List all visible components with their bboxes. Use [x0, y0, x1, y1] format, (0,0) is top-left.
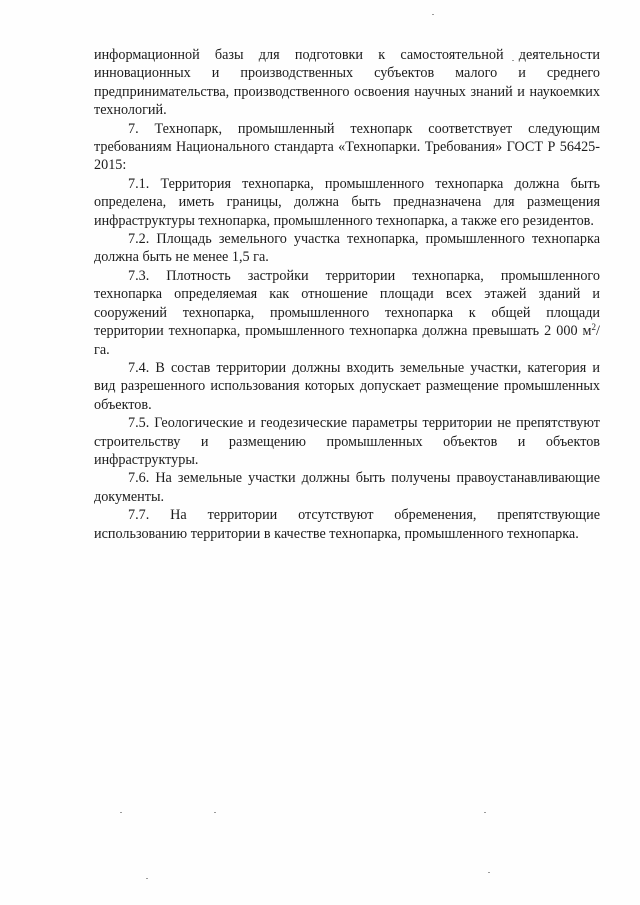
paragraph-clause-7-3 — [94, 267, 600, 359]
scan-speck — [146, 878, 148, 879]
paragraph-clause-7-4: 7.4. В состав территории должны входить земельные участки, категория и вид разрешенного использования которых допускает размещение промышленных объектов. — [94, 359, 600, 413]
square-superscript: 2 — [591, 322, 597, 333]
paragraph-clause-7-5: 7.5. Геологические и геодезические параметры территории не препятствуют строительству и размещению промышленных объектов и объектов инфраструктуры. — [94, 415, 600, 468]
scan-speck — [484, 812, 486, 813]
paragraph-clause-7-2: 7.2. Площадь земельного участка технопарка, промышленного технопарка должна быть не менее 1,5 га. — [94, 231, 600, 266]
scan-speck — [214, 812, 216, 813]
paragraph-clause-7: 7. Технопарк, промышленный технопарк соответствует следующим требованиям Национального стандарта «Технопарки. Требования» ГОСТ Р 56425-2015: — [94, 120, 600, 174]
scan-speck — [432, 14, 434, 15]
paragraph-clause-7-1: 7.1. Территория технопарка, промышленного технопарка должна быть определена, иметь границы, должна быть предназначена для размещения инфраструктуры технопарка, промышленного технопарка, а также его резидентов. — [94, 175, 600, 229]
document-body — [94, 46, 600, 543]
paragraph-clause-7-7: 7.7. На территории отсутствуют обременения, препятствующие использованию территории в качестве технопарка, промышленного технопарка. — [94, 507, 600, 542]
paragraph-intro-continuation: информационной базы для подготовки к самостоятельной деятельности инновационных и производственных субъектов малого и среднего предпринимательства, производственного освоения научных знаний и наукоемких технологий. — [94, 47, 600, 119]
paragraph-clause-7-6: 7.6. На земельные участки должны быть получены правоустанавливающие документы. — [94, 470, 600, 505]
clause-7-3-unit-suffix: /га. — [94, 323, 600, 358]
scan-speck — [120, 812, 122, 813]
scan-speck — [488, 872, 490, 873]
clause-7-3-main-text: 7.3. Плотность застройки территории технопарка, промышленного технопарка определяемая как отношение площади всех этажей зданий и сооружений технопарка, промышленного технопарка к общей площади территории технопарка, промышленного технопарка должна превышать 2 000 м — [94, 267, 600, 340]
